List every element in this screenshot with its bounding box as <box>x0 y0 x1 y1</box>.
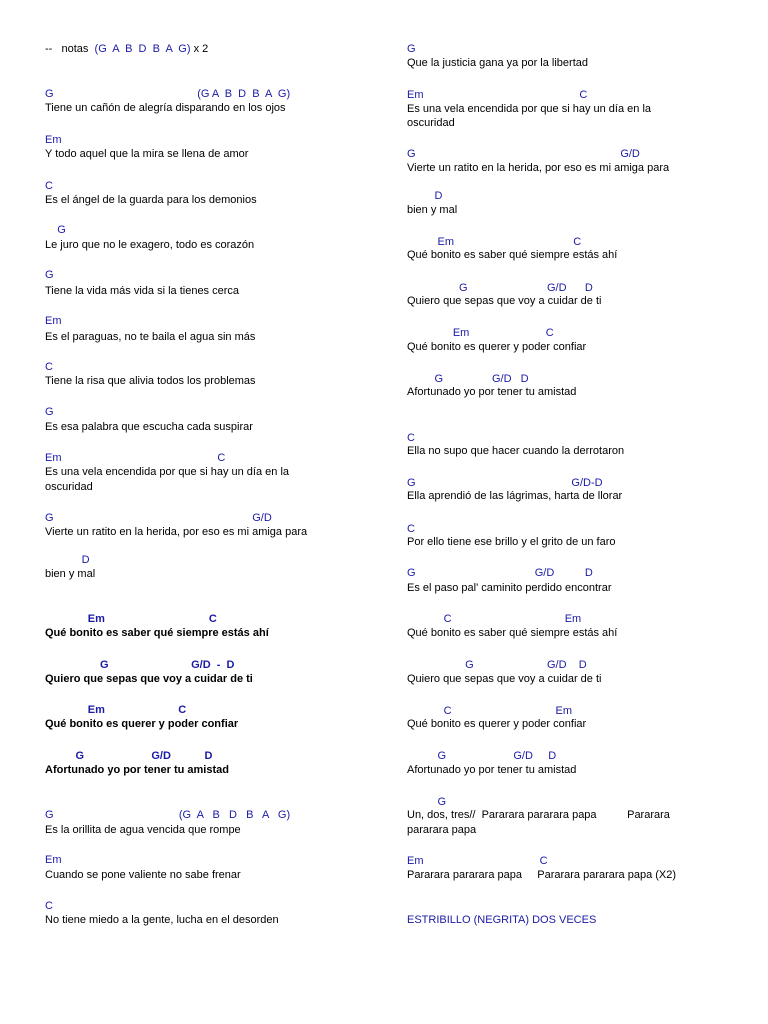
lyric-line: Qué bonito es saber qué siempre estás ahí <box>407 627 618 639</box>
chord-line: D <box>45 554 90 566</box>
lyric-line: Un, dos, tres// Pararara pararara papa Pararara <box>407 809 670 821</box>
chord-line: G G/D D <box>407 750 557 762</box>
chord-line: G <box>407 43 416 55</box>
lyric-line: Vierte un ratito en la herida, por eso es mi amiga para <box>45 526 308 538</box>
lyric-line: Qué bonito es saber qué siempre estás ahí <box>407 249 618 261</box>
chord-line: Em C <box>407 855 548 867</box>
chord-line: G G/D D <box>407 567 593 579</box>
chord-line: C <box>45 180 53 192</box>
lyric-line: oscuridad <box>45 481 93 493</box>
chord-line: G G/D D <box>407 282 593 294</box>
lyric-line: Afortunado yo por tener tu amistad <box>407 764 577 776</box>
chord-line: G <box>45 269 54 281</box>
chord-line: ESTRIBILLO (NEGRITA) DOS VECES <box>407 914 597 926</box>
lyric-line: Quiero que sepas que voy a cuidar de ti <box>407 295 602 307</box>
intro-text: -- notas <box>45 43 95 55</box>
intro-notes: (G A B D B A G) <box>94 43 191 55</box>
chord-line: Em <box>45 134 62 146</box>
lyric-line: pararara papa <box>407 824 477 836</box>
chord-line: G (G A B D B A G) <box>45 809 291 821</box>
chord-line: Em <box>45 315 62 327</box>
lyric-line: Es el paraguas, no te baila el agua sin más <box>45 331 256 343</box>
lyric-line: Afortunado yo por tener tu amistad <box>407 386 577 398</box>
lyric-line: bien y mal <box>45 568 96 580</box>
lyric-line: Que la justicia gana ya por la libertad <box>407 57 588 69</box>
chord-line: Em C <box>407 327 554 339</box>
chord-line: Em C <box>407 236 582 248</box>
lyric-line: Quiero que sepas que voy a cuidar de ti <box>407 673 602 685</box>
chord-line: G G/D - D <box>45 659 235 671</box>
lyric-line: Qué bonito es saber qué siempre estás ahí <box>45 627 269 639</box>
lyric-line: Tiene un cañón de alegría disparando en los ojos <box>45 102 286 114</box>
lyric-line: Qué bonito es querer y poder confiar <box>407 718 587 730</box>
lyric-line: Es esa palabra que escucha cada suspirar <box>45 421 253 433</box>
chord-line: Em C <box>45 613 217 625</box>
chord-line: Em C <box>407 89 588 101</box>
lyric-line: Es una vela encendida por que si hay un día en la <box>407 103 652 115</box>
lyric-line: Tiene la vida más vida si la tienes cerca <box>45 285 240 297</box>
lyric-line: Afortunado yo por tener tu amistad <box>45 764 229 776</box>
intro-text: x 2 <box>190 43 209 55</box>
chord-line: C <box>45 900 53 912</box>
chord-line: G <box>45 224 66 236</box>
chord-line: G G/D <box>45 512 272 524</box>
chord-line: C <box>407 432 415 444</box>
chord-line: C <box>45 361 53 373</box>
lyric-line: Ella aprendió de las lágrimas, harta de llorar <box>407 490 623 502</box>
lyric-line: Es el ángel de la guarda para los demonios <box>45 194 257 206</box>
chord-line: G <box>407 796 447 808</box>
lyric-line: oscuridad <box>407 117 455 129</box>
lyric-line: bien y mal <box>407 204 458 216</box>
lyric-line: Por ello tiene ese brillo y el grito de un faro <box>407 536 616 548</box>
lyric-line: Pararara pararara papa Pararara pararara papa (X2) <box>407 869 677 881</box>
chord-line: G G/D D <box>407 659 587 671</box>
lyric-line: Ella no supo que hacer cuando la derrotaron <box>407 445 625 457</box>
lyric-line: Y todo aquel que la mira se llena de amor <box>45 148 249 160</box>
chord-line: G <box>45 406 54 418</box>
chord-line: C Em <box>407 705 573 717</box>
lyric-line: Es la orillita de agua vencida que rompe <box>45 824 241 836</box>
chord-line: G G/D <box>407 148 640 160</box>
lyric-line: Qué bonito es querer y poder confiar <box>407 341 587 353</box>
chord-line: D <box>407 190 443 202</box>
chord-line: Em C <box>45 704 187 716</box>
lyric-line: Vierte un ratito en la herida, por eso es mi amiga para <box>407 162 670 174</box>
lyric-line: Es el paso pal' caminito perdido encontrar <box>407 582 612 594</box>
chord-line: C Em <box>407 613 582 625</box>
lyric-line: No tiene miedo a la gente, lucha en el desorden <box>45 914 279 926</box>
chord-line: C <box>407 523 415 535</box>
chord-line: G G/D-D <box>407 477 603 489</box>
chord-line: Em C <box>45 452 226 464</box>
lyric-line: Cuando se pone valiente no sabe frenar <box>45 869 241 881</box>
chord-line: Em <box>45 854 62 866</box>
lyric-line: Quiero que sepas que voy a cuidar de ti <box>45 673 253 685</box>
lyric-line: Qué bonito es querer y poder confiar <box>45 718 239 730</box>
chord-line: G G/D D <box>407 373 529 385</box>
chord-line: G G/D D <box>45 750 213 762</box>
lyric-line: Tiene la risa que alivia todos los problemas <box>45 375 256 387</box>
chord-line: G (G A B D B A G) <box>45 88 291 100</box>
lyric-line: Le juro que no le exagero, todo es corazón <box>45 239 255 251</box>
lyric-line: Es una vela encendida por que si hay un día en la <box>45 466 290 478</box>
intro-notes-line <box>45 42 208 56</box>
